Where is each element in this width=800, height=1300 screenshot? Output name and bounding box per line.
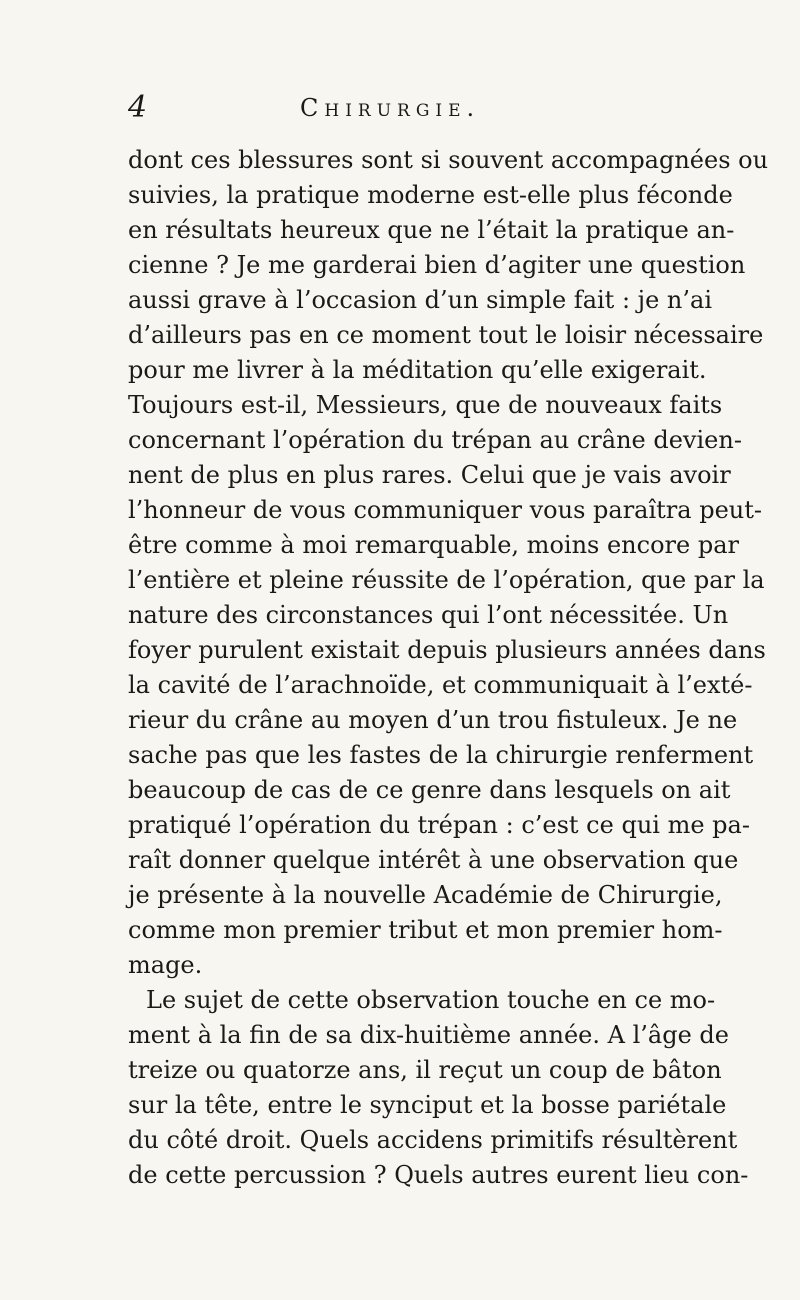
text-line: nent de plus en plus rares. Celui que je vais avoir [128,461,731,489]
text-line: d’ailleurs pas en ce moment tout le loisir nécessaire [128,321,764,349]
text-line: être comme à moi remarquable, moins encore par [128,531,739,559]
body-text [128,143,769,1193]
text-line: cienne ? Je me garderai bien d’agiter une question [128,251,746,279]
page-header [128,92,688,132]
text-line: dont ces blessures sont si souvent accompagnées ou [128,146,769,174]
text-line: comme mon premier tribut et mon premier hom- [128,916,723,944]
text-line: en résultats heureux que ne l’était la pratique an- [128,216,735,244]
text-line: du côté droit. Quels accidens primitifs résultèrent [128,1126,738,1154]
text-line: treize ou quatorze ans, il reçut un coup de bâton [128,1056,722,1084]
text-line: beaucoup de cas de ce genre dans lesquels on ait [128,776,731,804]
text-line: foyer purulent existait depuis plusieurs années dans [128,636,766,664]
text-line: pratiqué l’opération du trépan : c’est ce qui me pa- [128,811,750,839]
text-line: l’honneur de vous communiquer vous paraîtra peut- [128,496,762,524]
text-line: de cette percussion ? Quels autres eurent lieu con- [128,1161,749,1189]
text-line: l’entière et pleine réussite de l’opération, que par la [128,566,765,594]
text-line: sur la tête, entre le synciput et la bosse pariétale [128,1091,727,1119]
text-line: mage. [128,951,203,979]
text-line: concernant l’opération du trépan au crâne devien- [128,426,742,454]
text-line: sache pas que les fastes de la chirurgie renferment [128,741,754,769]
running-title: Chirurgie. [300,94,481,122]
text-line: nature des circonstances qui l’ont nécessitée. Un [128,601,729,629]
text-line: aussi grave à l’occasion d’un simple fait : je n’ai [128,286,713,314]
text-line: ment à la fin de sa dix-huitième année. A l’âge de [128,1021,729,1049]
text-line: suivies, la pratique moderne est-elle plus féconde [128,181,733,209]
text-line: Toujours est-il, Messieurs, que de nouveaux faits [128,391,723,419]
text-line: raît donner quelque intérêt à une observation que [128,846,739,874]
page-number: 4 [128,90,148,125]
text-line: la cavité de l’arachnoïde, et communiquait à l’exté- [128,671,753,699]
text-line: Le sujet de cette observation touche en ce mo- [146,986,716,1014]
text-line: je présente à la nouvelle Académie de Chirurgie, [128,881,723,909]
text-line: pour me livrer à la méditation qu’elle exigerait. [128,356,707,384]
text-line: rieur du crâne au moyen d’un trou fistuleux. Je ne [128,706,738,734]
